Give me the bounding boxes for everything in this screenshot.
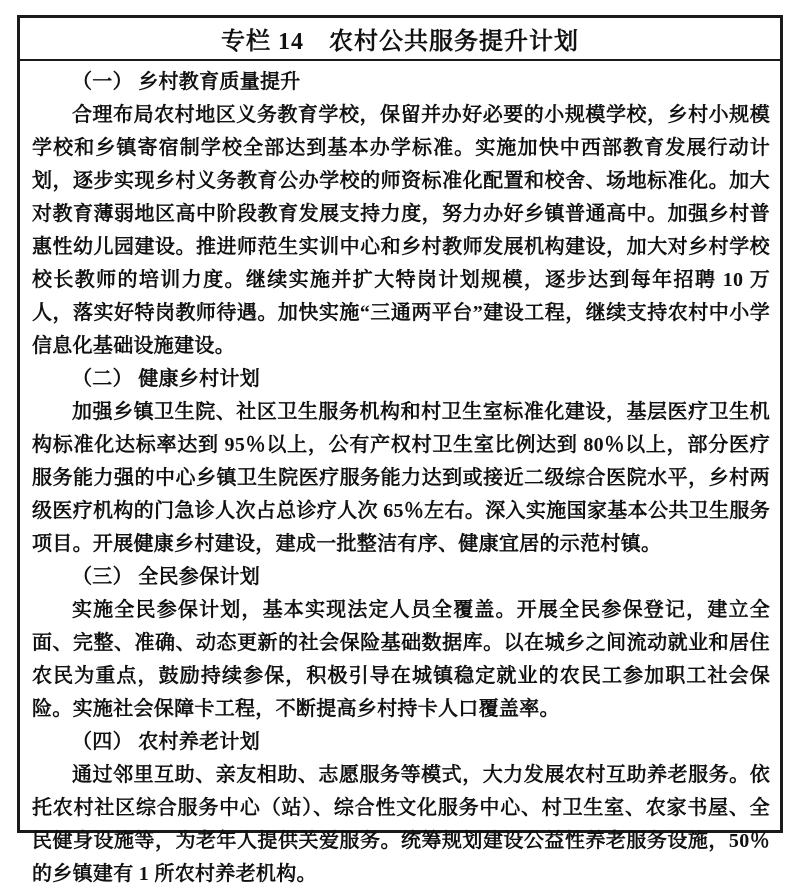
section-paragraph: 加强乡镇卫生院、社区卫生服务机构和村卫生室标准化建设，基层医疗卫生机构标准化达标率达到 95％以上，公有产权村卫生室比例达到 80％以上，部分医疗服务能力强的中心乡镇卫生院医疗服务能力达到或接近二级综合医院水平，乡村两级医疗机构的门急诊人次占总诊疗人次 65％左右。深入实施国家基本公共卫生服务项目。开展健康乡村建设，建成一批整洁有序、健康宜居的示范村镇。 bbox=[32, 401, 770, 555]
section-heading: （二） 健康乡村计划 bbox=[72, 368, 260, 390]
section-education bbox=[32, 66, 770, 363]
section-health bbox=[32, 363, 770, 561]
section-heading: （一） 乡村教育质量提升 bbox=[72, 71, 301, 93]
column-content bbox=[20, 61, 780, 895]
section-elderly-care bbox=[32, 726, 770, 891]
section-paragraph: 通过邻里互助、亲友相助、志愿服务等模式，大力发展农村互助养老服务。依托农村社区综合服务中心（站）、综合性文化服务中心、村卫生室、农家书屋、全民健身设施等，为老年人提供关爱服务。统筹规划建设公益性养老服务设施，50％的乡镇建有 1 所农村养老机构。 bbox=[32, 764, 770, 885]
section-heading: （三） 全民参保计划 bbox=[72, 566, 260, 588]
section-social-insurance bbox=[32, 561, 770, 726]
section-paragraph: 实施全民参保计划，基本实现法定人员全覆盖。开展全民参保登记，建立全面、完整、准确、动态更新的社会保险基础数据库。以在城乡之间流动就业和居住农民为重点，鼓励持续参保，积极引导在城镇稳定就业的农民工参加职工社会保险。实施社会保障卡工程，不断提高乡村持卡人口覆盖率。 bbox=[32, 599, 770, 720]
column-box bbox=[17, 15, 783, 885]
section-heading: （四） 农村养老计划 bbox=[72, 731, 260, 753]
column-title: 专栏 14 农村公共服务提升计划 bbox=[221, 29, 579, 55]
column-title-bar bbox=[20, 18, 780, 61]
section-paragraph: 合理布局农村地区义务教育学校，保留并办好必要的小规模学校，乡村小规模学校和乡镇寄宿制学校全部达到基本办学标准。实施加快中西部教育发展行动计划，逐步实现乡村义务教育公办学校的师资标准化配置和校舍、场地标准化。加大对教育薄弱地区高中阶段教育发展支持力度，努力办好乡镇普通高中。加强乡村普惠性幼儿园建设。推进师范生实训中心和乡村教师发展机构建设，加大对乡村学校校长教师的培训力度。继续实施并扩大特岗计划规模，逐步达到每年招聘 10 万人，落实好特岗教师待遇。加快实施“三通两平台”建设工程，继续支持农村中小学信息化基础设施建设。 bbox=[32, 104, 770, 357]
